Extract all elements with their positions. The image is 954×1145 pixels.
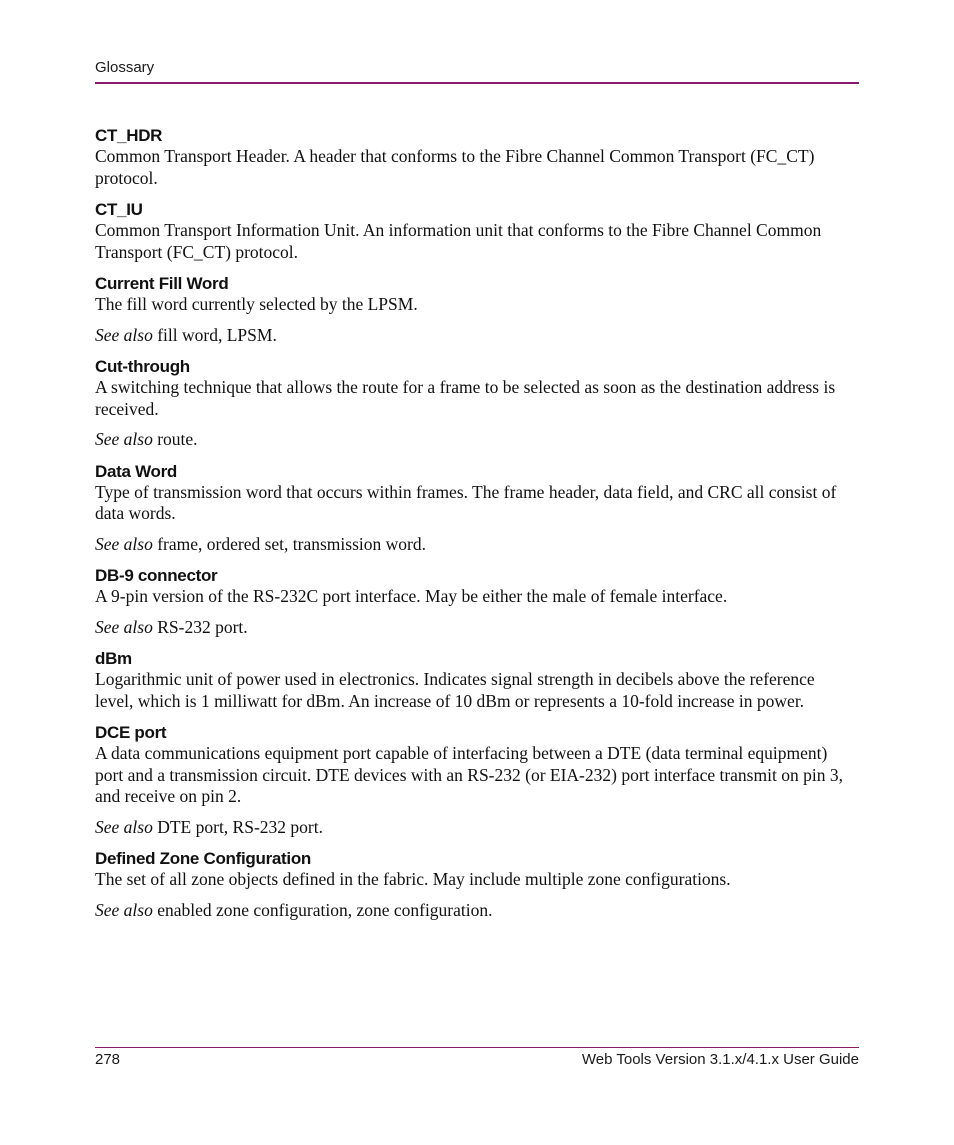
header-divider	[95, 82, 859, 84]
see-also-line	[95, 817, 845, 839]
glossary-term: Current Fill Word	[95, 274, 229, 293]
see-also-refs: DTE port, RS-232 port.	[157, 816, 323, 837]
glossary-definition: Common Transport Information Unit. An information unit that conforms to the Fibre Channel Common Transport (FC_CT) protocol.	[95, 220, 822, 262]
glossary-entry	[95, 648, 845, 712]
glossary-list	[95, 125, 845, 931]
glossary-term: Cut-through	[95, 357, 190, 376]
glossary-term: dBm	[95, 649, 132, 668]
glossary-entry	[95, 848, 845, 921]
glossary-entry	[95, 565, 845, 638]
glossary-definition: The fill word currently selected by the LPSM.	[95, 294, 418, 314]
glossary-term: Defined Zone Configuration	[95, 849, 312, 868]
glossary-entry	[95, 199, 845, 263]
see-also-line	[95, 617, 845, 639]
glossary-term: DB-9 connector	[95, 566, 218, 585]
glossary-term: DCE port	[95, 723, 167, 742]
see-also-label: See also	[95, 616, 153, 637]
see-also-line	[95, 534, 845, 556]
glossary-definition: A switching technique that allows the route for a frame to be selected as soon as the destination address is received.	[95, 377, 836, 419]
see-also-refs: frame, ordered set, transmission word.	[157, 533, 426, 554]
see-also-label: See also	[95, 429, 153, 449]
page-number: 278	[95, 1051, 121, 1068]
see-also-refs: enabled zone configuration, zone configuration.	[157, 899, 493, 920]
glossary-definition: A data communications equipment port capable of interfacing between a DTE (data terminal equipment) port and a transmission circuit. DTE devices with an RS-232 (or EIA-232) port interface transmit on pin 3, and receive on pin 2.	[95, 743, 843, 806]
footer-divider	[95, 1047, 859, 1048]
see-also-line	[95, 900, 845, 922]
glossary-entry	[95, 356, 845, 451]
glossary-term: Data Word	[95, 461, 177, 481]
glossary-definition: Type of transmission word that occurs within frames. The frame header, data field, and CRC all consist of data words.	[95, 481, 837, 523]
glossary-definition: A 9-pin version of the RS-232C port interface. May be either the male of female interface.	[95, 586, 728, 606]
glossary-term: CT_HDR	[95, 126, 163, 145]
see-also-refs: fill word, LPSM.	[157, 324, 277, 345]
glossary-term: CT_IU	[95, 200, 143, 219]
glossary-entry	[95, 125, 845, 189]
see-also-label: See also	[95, 816, 153, 837]
see-also-refs: RS-232 port.	[157, 616, 248, 637]
guide-title: Web Tools Version 3.1.x/4.1.x User Guide	[581, 1051, 859, 1068]
see-also-label: See also	[95, 899, 153, 920]
see-also-line	[95, 429, 845, 451]
see-also-label: See also	[95, 533, 153, 554]
glossary-entry	[95, 461, 845, 556]
glossary-definition: Logarithmic unit of power used in electronics. Indicates signal strength in decibels above the reference level, which is 1 milliwatt for dBm. An increase of 10 dBm or represents a 10-fold increase in power.	[95, 669, 815, 711]
glossary-entry	[95, 722, 845, 838]
see-also-line	[95, 325, 845, 347]
glossary-definition: Common Transport Header. A header that conforms to the Fibre Channel Common Transport (FC_CT) protocol.	[95, 146, 815, 188]
see-also-refs: route.	[157, 429, 198, 449]
glossary-entry	[95, 273, 845, 346]
see-also-label: See also	[95, 324, 153, 345]
glossary-definition: The set of all zone objects defined in the fabric. May include multiple zone configurations.	[95, 869, 731, 889]
running-header: Glossary	[95, 59, 155, 76]
